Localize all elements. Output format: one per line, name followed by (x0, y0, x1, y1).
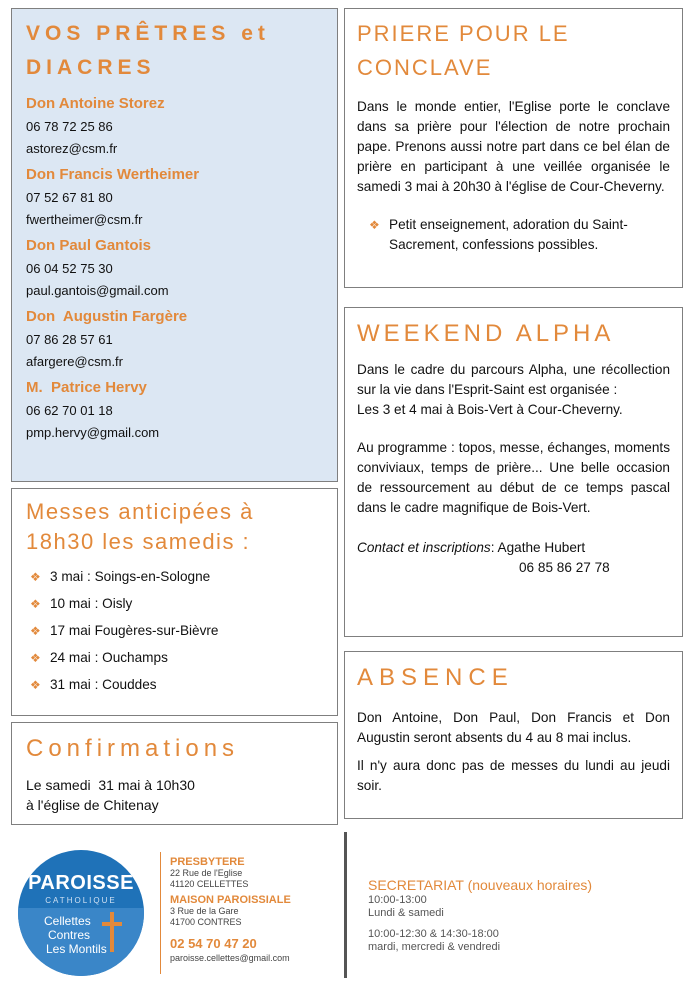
contact-phone: 06 85 86 27 78 (519, 560, 610, 575)
list-item: ❖ 3 mai : Soings-en-Sologne (26, 567, 323, 587)
priest-email[interactable]: astorez@csm.fr (26, 141, 118, 156)
hours1: 10:00-13:00 (368, 894, 427, 906)
prayer-box (344, 8, 683, 288)
days1: Lundi & samedi (368, 907, 444, 919)
masses-title-line2: 18h30 les samedis : (26, 529, 251, 554)
contact-label: Contact et inscriptions (357, 540, 491, 555)
logo-main: PAROISSE (28, 872, 134, 894)
alpha-text1b: Les 3 et 4 mai à Bois-Vert à Cour-Cheverny. (357, 402, 623, 417)
contact-name: : Agathe Hubert (490, 540, 586, 555)
confirmations-box (11, 722, 338, 825)
priest-phone: 06 62 70 01 18 (26, 403, 113, 418)
alpha-text1: Dans le cadre du parcours Alpha, une récollection sur la vie dans l'Esprit-Saint est organisée : (357, 362, 670, 397)
footer (0, 832, 692, 1000)
prayer-title-line1: PRIERE POUR LE (357, 21, 570, 46)
masses-list (26, 567, 323, 695)
list-item: ❖ 24 mai : Ouchamps (26, 648, 323, 668)
secretariat-block (368, 876, 592, 954)
logo-sub: CATHOLIQUE (45, 896, 117, 905)
diamond-bullet-icon: ❖ (30, 597, 41, 611)
confirmations-line2: à l'église de Chitenay (26, 797, 159, 813)
prayer-title-line2: CONCLAVE (357, 55, 493, 80)
priest-name: Don Augustin Fargère (26, 308, 188, 325)
absence-text2: Il n'y aura donc pas de messes du lundi au jeudi soir. (357, 758, 670, 793)
absence-box (344, 651, 683, 819)
priest-email[interactable]: fwertheimer@csm.fr (26, 212, 143, 227)
secretariat-title: SECRETARIAT (nouveaux horaires) (368, 877, 593, 893)
list-item: ❖ Petit enseignement, adoration du Saint-Sacrement, confessions possibles. (369, 217, 628, 252)
logo-line1: Cellettes (44, 914, 91, 928)
priest-entry (26, 308, 323, 369)
priest-email[interactable]: paul.gantois@gmail.com (26, 283, 169, 298)
cross-bar (102, 922, 122, 926)
logo-line3: Les Montils (46, 942, 107, 956)
logo-line2: Contres (48, 928, 91, 942)
parish-logo (18, 850, 144, 976)
alpha-text2: Au programme : topos, messe, échanges, moments conviviaux, temps de prière... Une belle occasion de ressourcement au début de ce temps pascal dans le cadre magnifique de Bois-Vert. (357, 440, 670, 515)
priest-entry (26, 379, 323, 440)
logo-divider (160, 852, 161, 974)
priest-entry (26, 237, 323, 298)
cross-icon (110, 912, 114, 952)
email-link[interactable]: paroisse.cellettes@gmail.com (170, 953, 290, 963)
priest-phone: 06 78 72 25 86 (26, 119, 113, 134)
masses-box (11, 488, 338, 716)
alpha-contact (357, 538, 670, 558)
diamond-bullet-icon: ❖ (30, 651, 41, 665)
phone: 02 54 70 47 20 (170, 936, 257, 951)
list-item: ❖ 17 mai Fougères-sur-Bièvre (26, 621, 323, 641)
priest-phone: 07 86 28 57 61 (26, 332, 113, 347)
diamond-bullet-icon: ❖ (30, 570, 41, 584)
priest-entry (26, 95, 323, 156)
presbytere-addr1: 22 Rue de l'Eglise (170, 868, 243, 878)
priest-email[interactable]: pmp.hervy@gmail.com (26, 425, 160, 440)
presbytere-title: PRESBYTERE (170, 856, 245, 868)
diamond-bullet-icon: ❖ (30, 624, 41, 638)
priests-title-line1: VOS PRÊTRES et (26, 22, 270, 45)
priest-name: Don Paul Gantois (26, 237, 152, 254)
maison-addr2: 41700 CONTRES (170, 917, 242, 927)
priest-entry (26, 166, 323, 227)
contact-block (170, 856, 291, 964)
diamond-bullet-icon: ❖ (30, 678, 41, 692)
priest-phone: 07 52 67 81 80 (26, 190, 113, 205)
priest-name: Don Francis Wertheimer (26, 166, 200, 183)
alpha-title: WEEKEND ALPHA (357, 320, 615, 347)
confirmations-line1: Le samedi 31 mai à 10h30 (26, 777, 195, 793)
priest-email[interactable]: afargere@csm.fr (26, 354, 123, 369)
absence-text1: Don Antoine, Don Paul, Don Francis et Don Augustin seront absents du 4 au 8 mai inclus. (357, 710, 670, 745)
absence-title: ABSENCE (357, 664, 514, 691)
maison-title: MAISON PAROISSIALE (170, 894, 291, 906)
priests-box (11, 8, 338, 482)
days2: mardi, mercredi & vendredi (368, 941, 501, 953)
priest-name: M. Patrice Hervy (26, 379, 147, 396)
priests-title-line2: DIACRES (26, 56, 156, 79)
prayer-text: Dans le monde entier, l'Eglise porte le conclave dans sa prière pour l'élection de notre prochain pape. Prenons aussi notre part dans ce bel élan de prière en participant à une veillée organisée le samedi 3 mai à 20h30 à l'église de Cour-Cheverny. (357, 99, 670, 194)
confirmations-title: Confirmations (26, 735, 240, 762)
priest-phone: 06 04 52 75 30 (26, 261, 113, 276)
maison-addr1: 3 Rue de la Gare (170, 906, 239, 916)
hours2: 10:00-12:30 & 14:30-18:00 (368, 928, 499, 940)
diamond-bullet-icon: ❖ (369, 218, 380, 232)
presbytere-addr2: 41120 CELLETTES (170, 879, 249, 889)
masses-title-line1: Messes anticipées à (26, 499, 254, 524)
alpha-box (344, 307, 683, 637)
footer-divider (344, 832, 347, 978)
priest-name: Don Antoine Storez (26, 95, 165, 112)
list-item: ❖ 10 mai : Oisly (26, 594, 323, 614)
list-item: ❖ 31 mai : Couddes (26, 675, 323, 695)
